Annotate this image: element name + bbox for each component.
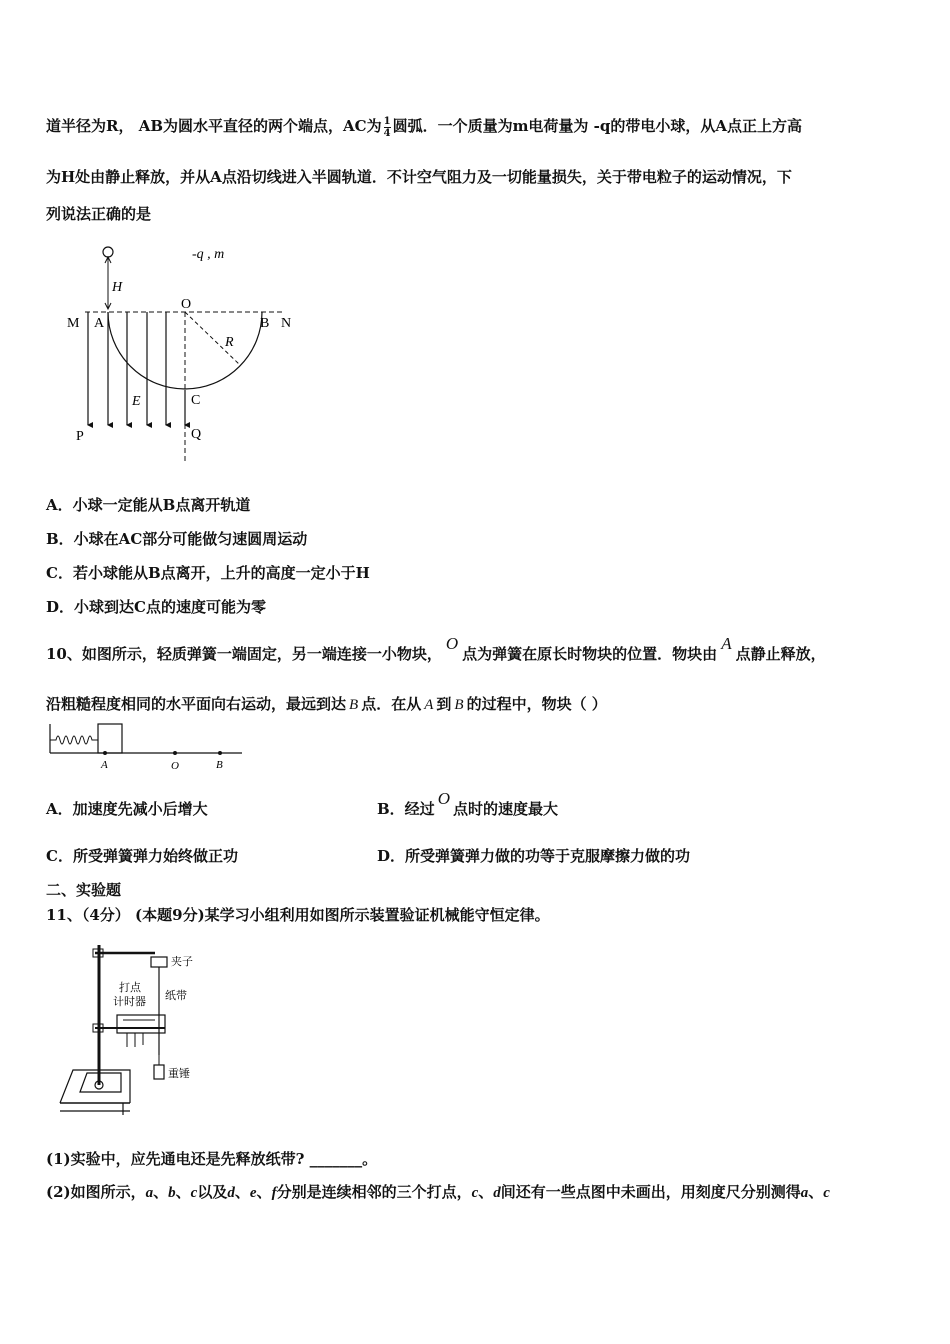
label-C: C <box>191 393 201 408</box>
label-O: O <box>181 297 192 312</box>
label-charge: -q , m <box>192 247 225 262</box>
q10-fig-B: B <box>216 759 223 771</box>
q9-line-3: 列说法正确的是 <box>46 205 152 223</box>
q11-sep2: 、 <box>175 1183 191 1201</box>
q10-seg1: 10、如图所示，轻质弹簧一端固定，另一端连接一小物块， <box>46 645 442 663</box>
label-Q: Q <box>191 427 202 442</box>
q11-intro: 11、（4分） (本题9分)某学习小组利用如图所示装置验证机械能守恒定律。 <box>46 906 550 924</box>
q10-A: A <box>721 634 732 653</box>
fraction-one-quarter <box>384 116 391 139</box>
q10-option-b-O: O <box>437 789 450 808</box>
q10-fig-O: O <box>171 760 179 772</box>
frac-den: 4 <box>383 127 391 139</box>
block <box>98 724 122 753</box>
timer-icon <box>117 1015 165 1033</box>
label-clip: 夹子 <box>171 956 193 968</box>
q10-line-2 <box>46 693 607 714</box>
section-title: 二、实验题 <box>46 881 122 899</box>
label-timer-1: 打点 <box>119 982 141 994</box>
q10-B: B <box>349 697 359 713</box>
q11-part2-a: (2)如图所示， <box>46 1183 146 1201</box>
label-tape: 纸带 <box>165 990 187 1002</box>
label-R: R <box>225 335 234 350</box>
q11-d: d <box>227 1185 235 1201</box>
q10-O: O <box>445 634 459 653</box>
q10-seg4: 沿粗糙程度相同的水平面向右运动，最远到达 <box>46 695 347 713</box>
q10-line-1 <box>46 634 826 664</box>
q11-part-2 <box>46 1181 830 1202</box>
q9-option-d: D．小球到达C点的速度可能为零 <box>46 598 266 616</box>
q11-a2: a <box>800 1185 809 1201</box>
q11-d2: d <box>493 1185 501 1201</box>
q11-part2-b: 以及 <box>197 1183 228 1201</box>
q11-sep6: 、 <box>808 1183 824 1201</box>
spring-icon <box>50 736 98 744</box>
q9-figure <box>60 240 310 465</box>
q10-option-d: D．所受弹簧弹力做的功等于克服摩擦力做的功 <box>377 847 691 865</box>
q9-option-b: B．小球在AC部分可能做匀速圆周运动 <box>46 530 308 548</box>
q10-seg3: 点静止释放， <box>735 645 826 663</box>
q11-c: c <box>190 1185 198 1201</box>
q11-c3: c <box>823 1185 830 1201</box>
q10-B-2: B <box>454 697 464 713</box>
q9-line-1-a: 道半径为R， AB为圆水平直径的两个端点，AC为 <box>46 117 382 135</box>
q11-b: b <box>168 1185 176 1201</box>
q11-part2-c: 分别是连续相邻的三个打点， <box>276 1183 472 1201</box>
q10-A-2: A <box>424 697 434 713</box>
q11-part-1: (1)实验中，应先通电还是先释放纸带? _______。 <box>46 1150 378 1168</box>
q10-option-c: C．所受弹簧弹力始终做正功 <box>46 847 238 865</box>
q10-fig-A: A <box>101 759 108 771</box>
q11-sep5: 、 <box>478 1183 494 1201</box>
ball-icon <box>103 247 113 257</box>
clip-icon <box>151 957 167 967</box>
label-E: E <box>132 394 141 409</box>
q9-line-1 <box>46 115 802 139</box>
q11-sep1: 、 <box>153 1183 169 1201</box>
q11-part2-d: 间还有一些点图中未画出，用刻度尺分别测得 <box>500 1183 801 1201</box>
q10-seg5: 点．在从 <box>361 695 422 713</box>
q10-seg7: 的过程中，物块（ ） <box>466 695 607 713</box>
q10-option-b <box>377 789 558 819</box>
q11-a: a <box>145 1185 154 1201</box>
q11-sep4: 、 <box>256 1183 272 1201</box>
q9-line-1-b: 圆弧．一个质量为m电荷量为 -q的带电小球，从A点正上方高 <box>392 117 803 135</box>
label-weight: 重锤 <box>168 1068 190 1080</box>
label-M: M <box>67 316 80 331</box>
q10-figure <box>46 720 246 775</box>
label-B: B <box>260 316 270 331</box>
label-P: P <box>76 429 84 444</box>
q9-option-a: A．小球一定能从B点离开轨道 <box>46 496 251 514</box>
q11-f: f <box>271 1185 277 1201</box>
weight-icon <box>154 1065 164 1079</box>
label-H: H <box>112 280 123 295</box>
q9-line-2: 为H处由静止释放，并从A点沿切线进入半圆轨道．不计空气阻力及一切能量损失，关于带电粒子的运动情况，下 <box>46 168 792 186</box>
q11-c2: c <box>471 1185 479 1201</box>
q10-seg2: 点为弹簧在原长时物块的位置．物块由 <box>462 645 718 663</box>
label-N: N <box>281 316 292 331</box>
q11-e: e <box>249 1185 257 1201</box>
label-timer-2: 计时器 <box>113 996 146 1008</box>
q10-option-a: A．加速度先减小后增大 <box>46 800 208 818</box>
frac-num: 1 <box>383 115 391 127</box>
q10-option-b-2: 点时的速度最大 <box>452 800 558 818</box>
q10-seg6: 到 <box>436 695 452 713</box>
q11-sep3: 、 <box>234 1183 250 1201</box>
q11-apparatus-figure <box>55 935 215 1125</box>
label-A: A <box>94 316 105 331</box>
q9-option-c: C．若小球能从B点离开，上升的高度一定小于H <box>46 564 370 582</box>
q10-option-b-1: B．经过 <box>377 800 435 818</box>
